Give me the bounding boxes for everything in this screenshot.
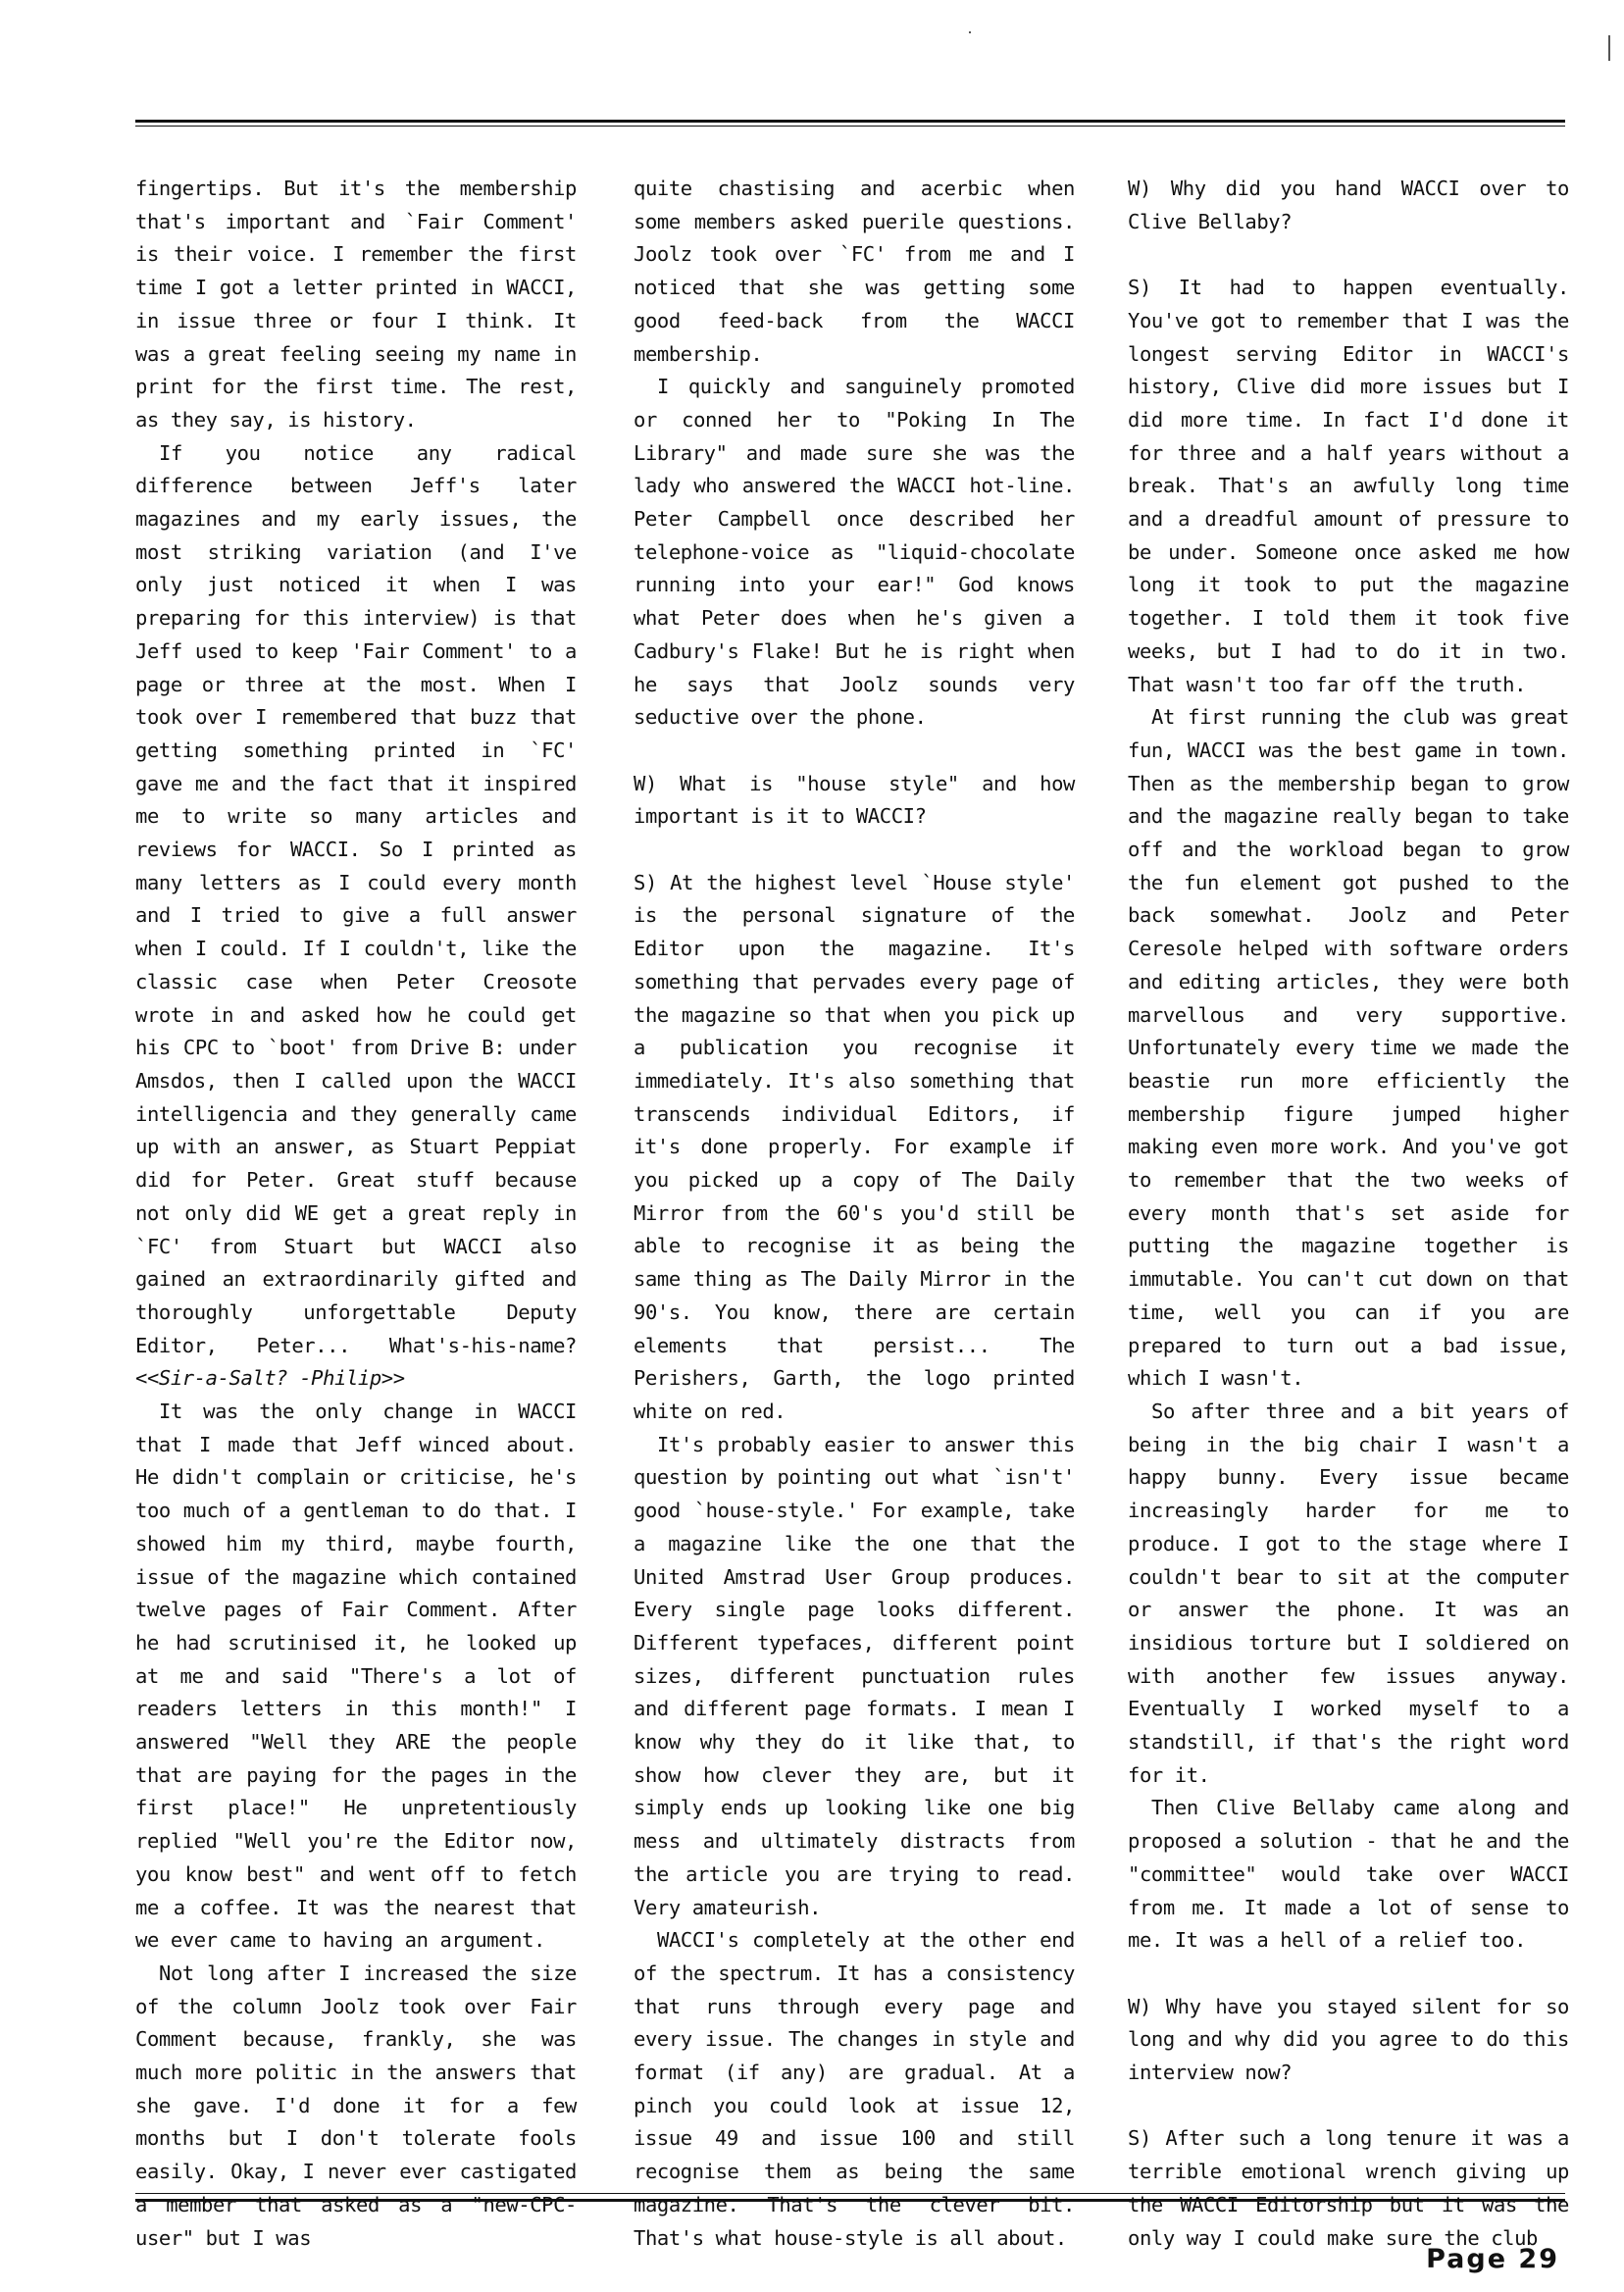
paragraph: It was the only change in WACCI that I made that Jeff winced about. He didn't complain or criticise, he's too much of a gentleman to do that. I showed him my third, maybe fourth, issue of the magazine which contained twelve pages of Fair Comment. After he had scrutinised it, he looked up at me and said "There's a lot of readers letters in this month!" I answered "Well they ARE the people that are paying for the pages in the first place!" He unpretentiously replied "Well you're the Editor now, you know best" and went off to fetch me a coffee. It was the nearest that we ever came to having an argument. bbox=[135, 1400, 577, 1953]
editor-note: <<Sir-a-Salt? -Philip>> bbox=[135, 1366, 405, 1391]
scan-speck bbox=[1608, 35, 1610, 61]
bottom-rule-thin bbox=[135, 2193, 1565, 2194]
page-number: Page 29 bbox=[1426, 2244, 1559, 2274]
interview-answer: S) After such a long tenure it was a terrible emotional wrench giving up the WACCI Editorship but it was the only way I could make sure the club bbox=[1128, 2126, 1569, 2250]
paragraph: It's probably easier to answer this question by pointing out what `isn't' good `house-style.' For example, take a magazine like the one that the United Amstrad User Group produces. Every single page looks different. Different typefaces, different point sizes, different punctuation rules and different page formats. I mean I know why they do it like that, to show how clever they are, but it simply ends up looking like one big mess and ultimately distracts from the article you are trying to read. Very amateurish. bbox=[634, 1432, 1075, 1919]
top-rule-thick bbox=[135, 120, 1565, 123]
paragraph: fingertips. But it's the membership that's important and `Fair Comment' is their voice. I remember the first time I got a letter printed in WACCI, in issue three or four I think. It was a great feeling seeing my name in print for the first time. The rest, as they say, is history. bbox=[135, 177, 577, 432]
column-2 bbox=[634, 173, 1075, 2255]
column-1 bbox=[135, 173, 577, 2255]
interview-answer: S) At the highest level `House style' is the personal signature of the Editor upon the magazine. It's something that pervades every page of the magazine so that when you pick up a publication you recognise it immediately. It's also something that transcends individual Editors, if it's done properly. For example if you picked up a copy of The Daily Mirror from the 60's you'd still be able to recognise it as being the same thing as The Daily Mirror in the 90's. You know, there are certain elements that persist... The Perishers, Garth, the logo printed white on red. bbox=[634, 870, 1075, 1423]
paragraph: Not long after I increased the size of the column Joolz took over Fair Comment because, frankly, she was much more politic in the answers that she gave. I'd done it for a few months but I don't tolerate fools easily. Okay, I never ever castigated a member that asked as a "new-CPC-user" but I was bbox=[135, 1961, 577, 2250]
interview-question: W) Why have you stayed silent for so long and why did you agree to do this interview now? bbox=[1128, 1994, 1569, 2085]
paragraph: At first running the club was great fun, WACCI was the best game in town. Then as the membership began to grow and the magazine really began to take off and the workload began to grow the fun element got pushed to the back somewhat. Joolz and Peter Ceresole helped with software orders and editing articles, they were both marvellous and very supportive. Unfortunately every time we made the beastie run more efficiently the membership figure jumped higher making even more work. And you've got to remember that the two weeks of every month that's set aside for putting the magazine together is immutable. You can't cut down on that time, well you can if you are prepared to turn out a bad issue, which I wasn't. bbox=[1128, 705, 1569, 1391]
paragraph: I quickly and sanguinely promoted or conned her to "Poking In The Library" and made sure she was the lady who answered the WACCI hot-line. Peter Campbell once described her telephone-voice as "liquid-chocolate running into your ear!" God knows what Peter does when he's given a Cadbury's Flake! But he is right when he says that Joolz sounds very seductive over the phone. bbox=[634, 375, 1075, 730]
paragraph: WACCI's completely at the other end of the spectrum. It has a consistency that runs through every page and every issue. The changes in style and format (if any) are gradual. At a pinch you could look at issue 12, issue 49 and issue 100 and still recognise them as being the same magazine. That's the clever bit. That's what house-style is all about. bbox=[634, 1928, 1075, 2250]
top-rule-thin bbox=[135, 126, 1565, 127]
interview-question: W) Why did you hand WACCI over to Clive Bellaby? bbox=[1128, 177, 1569, 233]
paragraph: quite chastising and acerbic when some members asked puerile questions. Joolz took over `FC' from me and I noticed that she was getting some good feed-back from the WACCI membership. bbox=[634, 177, 1075, 366]
paragraph-text: If you notice any radical difference between Jeff's later magazines and my early issues, the most striking variation (and I've only just noticed it when I was preparing for this interview) is that Jeff used to keep 'Fair Comment' to a page or three at the most. When I took over I remembered that buzz that getting something printed in `FC' gave me and the fact that it inspired me to write so many articles and reviews for WACCI. So I printed as many letters as I could every month and I tried to give a full answer when I could. If I couldn't, like the classic case when Peter Creosote wrote in and asked how he could get his CPC to `boot' from Drive B: under Amsdos, then I called upon the WACCI intelligencia and they generally came up with an answer, as Stuart Peppiat did for Peter. Great stuff because not only did WE get a great reply in `FC' from Stuart but WACCI also gained an extraordinarily gifted and thoroughly unforgettable Deputy Editor, Peter... What's-his-name? bbox=[135, 440, 577, 1357]
scan-speck bbox=[969, 31, 971, 33]
paragraph: So after three and a bit years of being in the big chair I wasn't a happy bunny. Every issue became increasingly harder for me to produce. I got to the stage where I couldn't bear to sit at the computer or answer the phone. It was an insidious torture but I soldiered on with another few issues anyway. Eventually I worked myself to a standstill, if that's the right word for it. bbox=[1128, 1400, 1569, 1787]
bottom-rule-thick bbox=[135, 2199, 1565, 2202]
paragraph: Then Clive Bellaby came along and proposed a solution - that he and the "committee" would take over WACCI from me. It made a lot of sense to me. It was a hell of a relief too. bbox=[1128, 1796, 1569, 1953]
column-3 bbox=[1128, 173, 1569, 2255]
interview-answer: S) It had to happen eventually. You've got to remember that I was the longest serving Editor in WACCI's history, Clive did more issues but I did more time. In fact I'd done it for three and a half years without a break. That's an awfully long time and a dreadful amount of pressure to be under. Someone once asked me how long it took to put the magazine together. I told them it took five weeks, but I had to do it in two. That wasn't too far off the truth. bbox=[1128, 276, 1569, 696]
interview-question: W) What is "house style" and how important is it to WACCI? bbox=[634, 771, 1075, 829]
paragraph bbox=[135, 437, 577, 1396]
